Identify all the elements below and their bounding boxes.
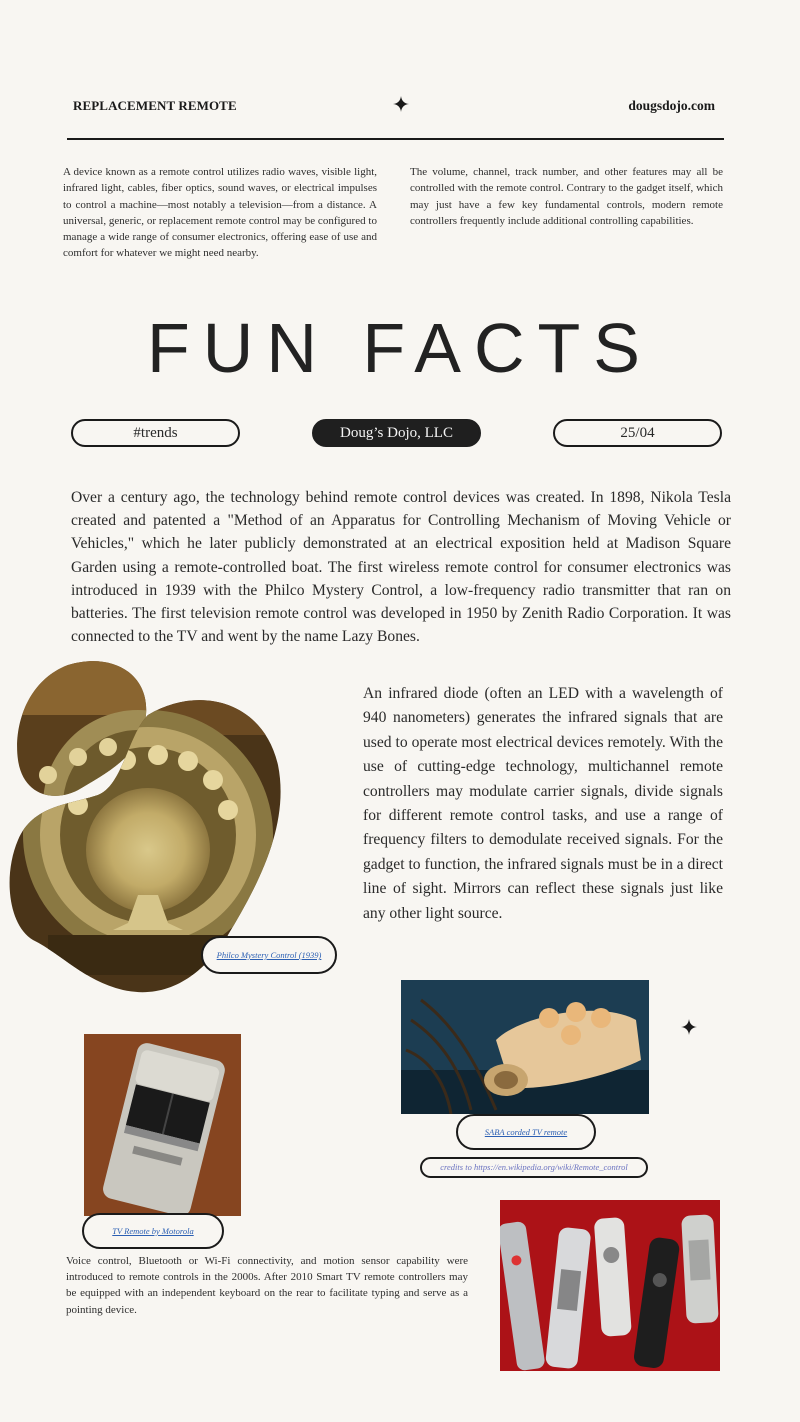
caption-saba-link[interactable]: SABA corded TV remote bbox=[484, 1127, 568, 1137]
caption-motorola[interactable] bbox=[82, 1213, 224, 1249]
four-point-star-icon bbox=[681, 1019, 697, 1035]
credits-link[interactable]: credits to https://en.wikipedia.org/wiki/Remote_control bbox=[420, 1157, 648, 1178]
history-paragraph: Over a century ago, the technology behind remote control devices was created. In 1898, Nikola Tesla created and patented a "Method of an Apparatus for Controlling Mechanism of Moving Vehicle or Vehicles," which he later publicly demonstrated at an electrical exposition held at Madison Square Garden using a remote-controlled boat. The first wireless remote control for consumer electronics was introduced in 1939 with the Philco Mystery Control, a low-frequency radio transmitter that ran on batteries. The first television remote control was developed in 1950 by Zenith Radio Corporation. It was connected to the TV and went by the name Lazy Bones. bbox=[71, 489, 731, 646]
saba-corded-remote-image bbox=[401, 980, 649, 1114]
tag-date[interactable]: 25/04 bbox=[553, 419, 722, 447]
four-point-star-icon bbox=[393, 96, 409, 112]
intro-column-2: The volume, channel, track number, and other features may all be controlled with the remote control. Contrary to the gadget itself, which may just have a few key fundamental controls, modern remote controllers frequently include additional controlling capabilities. bbox=[410, 166, 723, 227]
caption-philco-link[interactable]: Philco Mystery Control (1939) bbox=[216, 950, 322, 960]
intro-column-1: A device known as a remote control utilizes radio waves, visible light, infrared light, cables, fiber optics, sound waves, or electrical impulses to control a machine—most notably a television—from a distance. A universal, generic, or replacement remote control may be configured to manage a wide range of consumer electronics, offering ease of use and comfort for whatever we might need nearby. bbox=[63, 166, 377, 260]
infrared-paragraph: An infrared diode (often an LED with a wavelength of 940 nanometers) generates the infrared signals that are used to operate most electrical devices remotely. With the use of cutting-edge technology, multichannel remote controllers may modulate carrier signals, divide signals for different remote control tasks, and use a range of frequency filters to demodulate received signals. For the gadget to function, the infrared signals must be in a direct line of sight. Mirrors can reflect these signals just like any other light source. bbox=[363, 685, 723, 922]
tag-company[interactable]: Doug’s Dojo, LLC bbox=[312, 419, 481, 447]
caption-philco[interactable] bbox=[201, 936, 337, 974]
motorola-remote-image bbox=[84, 1034, 241, 1216]
page-title: FUN FACTS bbox=[147, 309, 653, 387]
modern-paragraph: Voice control, Bluetooth or Wi-Fi connectivity, and motion sensor capability were introduced to remote controls in the 2000s. After 2010 Smart TV remote controllers may be equipped with an independent keyboard on the rear to facilitate typing and serve as a pointing device. bbox=[66, 1255, 468, 1316]
caption-saba[interactable] bbox=[456, 1114, 596, 1150]
tag-trends[interactable]: #trends bbox=[71, 419, 240, 447]
modern-remotes-image bbox=[500, 1200, 720, 1371]
caption-motorola-link[interactable]: TV Remote by Motorola bbox=[112, 1226, 194, 1236]
site-name[interactable]: dougsdojo.com bbox=[628, 98, 715, 113]
header-title: REPLACEMENT REMOTE bbox=[73, 98, 237, 113]
header-divider bbox=[67, 138, 724, 140]
